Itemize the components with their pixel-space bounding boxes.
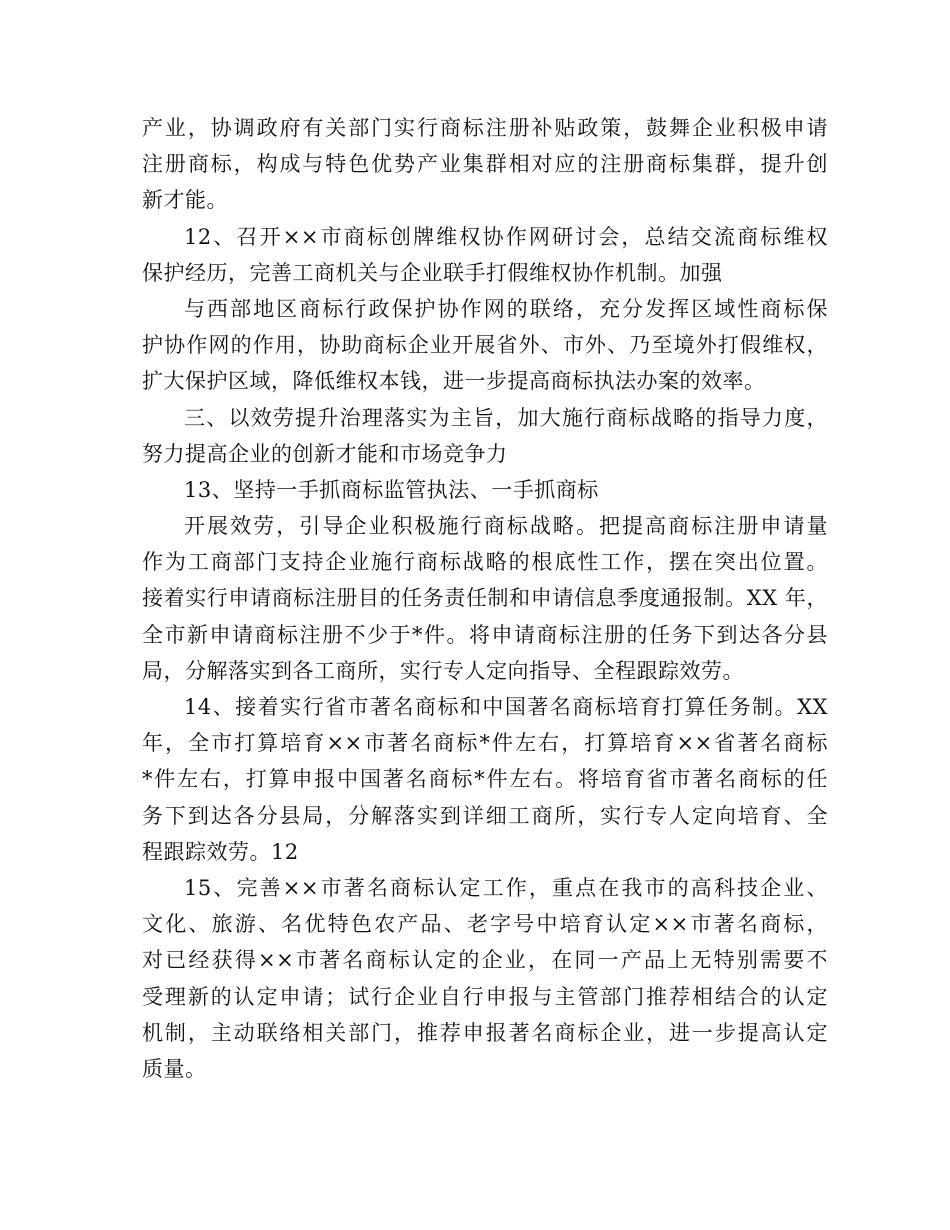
- text-line: 13、坚持一手抓商标监管执法、一手抓商标: [184, 477, 599, 502]
- text-line: 受理新的认定申请；试行企业自行申报与主管部门推荐相结合的认定: [142, 984, 828, 1009]
- text-line: 作为工商部门支持企业施行商标战略的根底性工作，摆在突出位置。: [142, 550, 828, 575]
- text-line: 扩大保护区域，降低维权本钱，进一步提高商标执法办案的效率。: [142, 369, 766, 394]
- text-line: 文化、旅游、名优特色农产品、老字号中培育认定××市著名商标，: [142, 912, 828, 937]
- text-line: 保护经历，完善工商机关与企业联手打假维权协作机制。加强: [142, 260, 723, 285]
- text-line: 15、完善××市著名商标认定工作，重点在我市的高科技企业、: [184, 875, 828, 900]
- document-body: [142, 110, 828, 1087]
- text-line: 努力提高企业的创新才能和市场竞争力: [142, 441, 508, 466]
- text-line: 全市新申请商标注册不少于*件。将申请商标注册的任务下到达各分县: [142, 622, 828, 647]
- text-line: 护协作网的作用，协助商标企业开展省外、市外、乃至境外打假维权，: [142, 333, 828, 358]
- text-line: 开展效劳，引导企业积极施行商标战略。把提高商标注册申请量: [184, 514, 828, 539]
- text-line: 年，全市打算培育××市著名商标*件左右，打算培育××省著名商标: [142, 731, 828, 756]
- text-line: 质量。: [142, 1056, 207, 1081]
- text-line: 务下到达各分县局，分解落实到详细工商所，实行专人定向培育、全: [142, 803, 828, 828]
- text-line: 对已经获得××市著名商标认定的企业，在同一产品上无特别需要不: [142, 948, 828, 973]
- text-line: 新才能。: [142, 188, 228, 213]
- text-line: 局，分解落实到各工商所，实行专人定向指导、全程跟踪效劳。: [142, 658, 744, 683]
- text-line: 注册商标，构成与特色优势产业集群相对应的注册商标集群，提升创: [142, 152, 828, 177]
- text-line: 14、接着实行省市著名商标和中国著名商标培育打算任务制。XX: [184, 695, 828, 719]
- text-line: 产业，协调政府有关部门实行商标注册补贴政策，鼓舞企业积极申请: [142, 116, 828, 140]
- text-line: 三、以效劳提升治理落实为主旨，加大施行商标战略的指导力度，: [184, 405, 828, 430]
- text-line: 程跟踪效劳。12: [142, 839, 299, 864]
- text-line: *件左右，打算申报中国著名商标*件左右。将培育省市著名商标的任: [142, 767, 828, 792]
- text-line: 与西部地区商标行政保护协作网的联络，充分发挥区域性商标保: [184, 296, 828, 321]
- text-line: 机制，主动联络相关部门，推荐申报著名商标企业，进一步提高认定: [142, 1020, 828, 1045]
- text-line: 12、召开××市商标创牌维权协作网研讨会，总结交流商标维权: [184, 224, 828, 249]
- text-line: 接着实行申请商标注册目的任务责任制和申请信息季度通报制。XX 年，: [142, 586, 828, 611]
